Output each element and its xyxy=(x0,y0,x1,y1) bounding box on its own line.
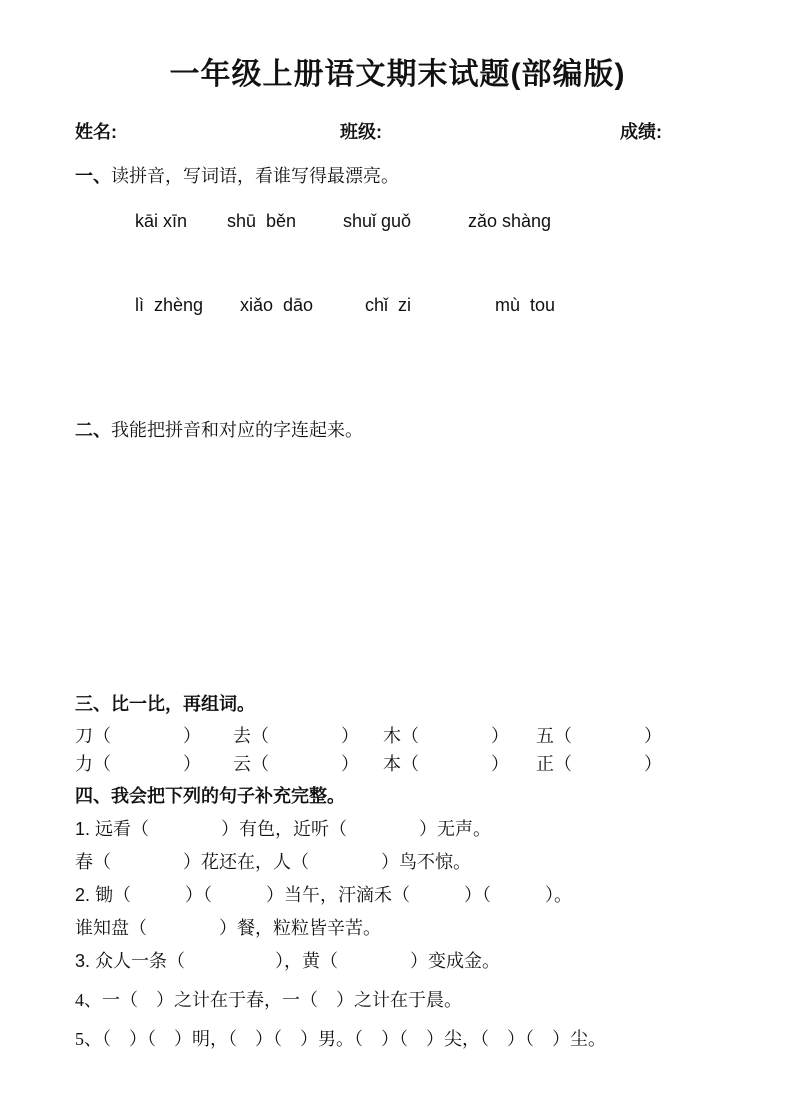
word-compare-row xyxy=(75,722,720,750)
sentence-line-3: 2. 锄（ ）（ ）当午，汗滴禾（ ）（ ）。 xyxy=(75,885,573,905)
section-1-number: 一、 xyxy=(75,166,111,186)
pinyin-row-2 xyxy=(75,292,720,318)
score-label: 成绩: xyxy=(620,122,662,142)
exam-title: 一年级上册语文期末试题(部编版) xyxy=(169,58,626,91)
pinyin-word: xiǎo dāo xyxy=(240,295,314,315)
name-label: 姓名: xyxy=(75,122,117,142)
sentence-line-4: 谁知盘（ ）餐，粒粒皆辛苦。 xyxy=(75,918,381,938)
pinyin-word: shuǐ guǒ xyxy=(343,211,412,231)
section-2-heading xyxy=(75,418,720,442)
matching-exercise-blank-area xyxy=(75,442,720,692)
pinyin-word: chǐ zi xyxy=(365,295,412,315)
pinyin-word: shū běn xyxy=(227,211,297,231)
pinyin-word: zǎo shàng xyxy=(468,211,552,231)
pinyin-word: mù tou xyxy=(495,295,556,315)
sentence-line-7: 5、（ ）（ ）明，（ ）（ ）男。（ ）（ ）尖，（ ）（ ）尘。 xyxy=(75,1029,606,1049)
section-1-text: 读拼音，写词语，看谁写得最漂亮。 xyxy=(111,166,399,186)
section-2-number: 二、 xyxy=(75,420,111,440)
word-compare-item: 本（ ） xyxy=(383,754,509,774)
sentence-line-5: 3. 众人一条（ ），黄（ ）变成金。 xyxy=(75,951,501,971)
pinyin-word: lì zhèng xyxy=(135,295,204,315)
sentence-line-2: 春（ ）花还在，人（ ）鸟不惊。 xyxy=(75,852,471,872)
word-compare-item: 木（ ） xyxy=(383,726,509,746)
sentence-line-1: 1. 远看（ ）有色，近听（ ）无声。 xyxy=(75,819,492,839)
section-3-heading: 三、比一比，再组词。 xyxy=(75,694,255,714)
word-compare-item: 五（ ） xyxy=(536,726,662,746)
sentence-line-6: 4、一（ ）之计在于春，一（ ）之计在于晨。 xyxy=(75,990,462,1010)
section-2-text: 我能把拼音和对应的字连起来。 xyxy=(111,420,363,440)
section-4-heading: 四、我会把下列的句子补充完整。 xyxy=(75,786,345,806)
pinyin-word: kāi xīn xyxy=(135,211,188,231)
section-1-heading xyxy=(75,164,720,188)
word-compare-item: 云（ ） xyxy=(233,754,359,774)
word-compare-item: 去（ ） xyxy=(233,726,359,746)
pinyin-row-1 xyxy=(75,208,720,234)
class-label: 班级: xyxy=(340,122,382,142)
word-compare-item: 正（ ） xyxy=(536,754,662,774)
student-info-row xyxy=(75,120,720,144)
word-compare-row xyxy=(75,750,720,778)
word-compare-item: 刀（ ） xyxy=(75,726,201,746)
word-compare-item: 力（ ） xyxy=(75,754,201,774)
